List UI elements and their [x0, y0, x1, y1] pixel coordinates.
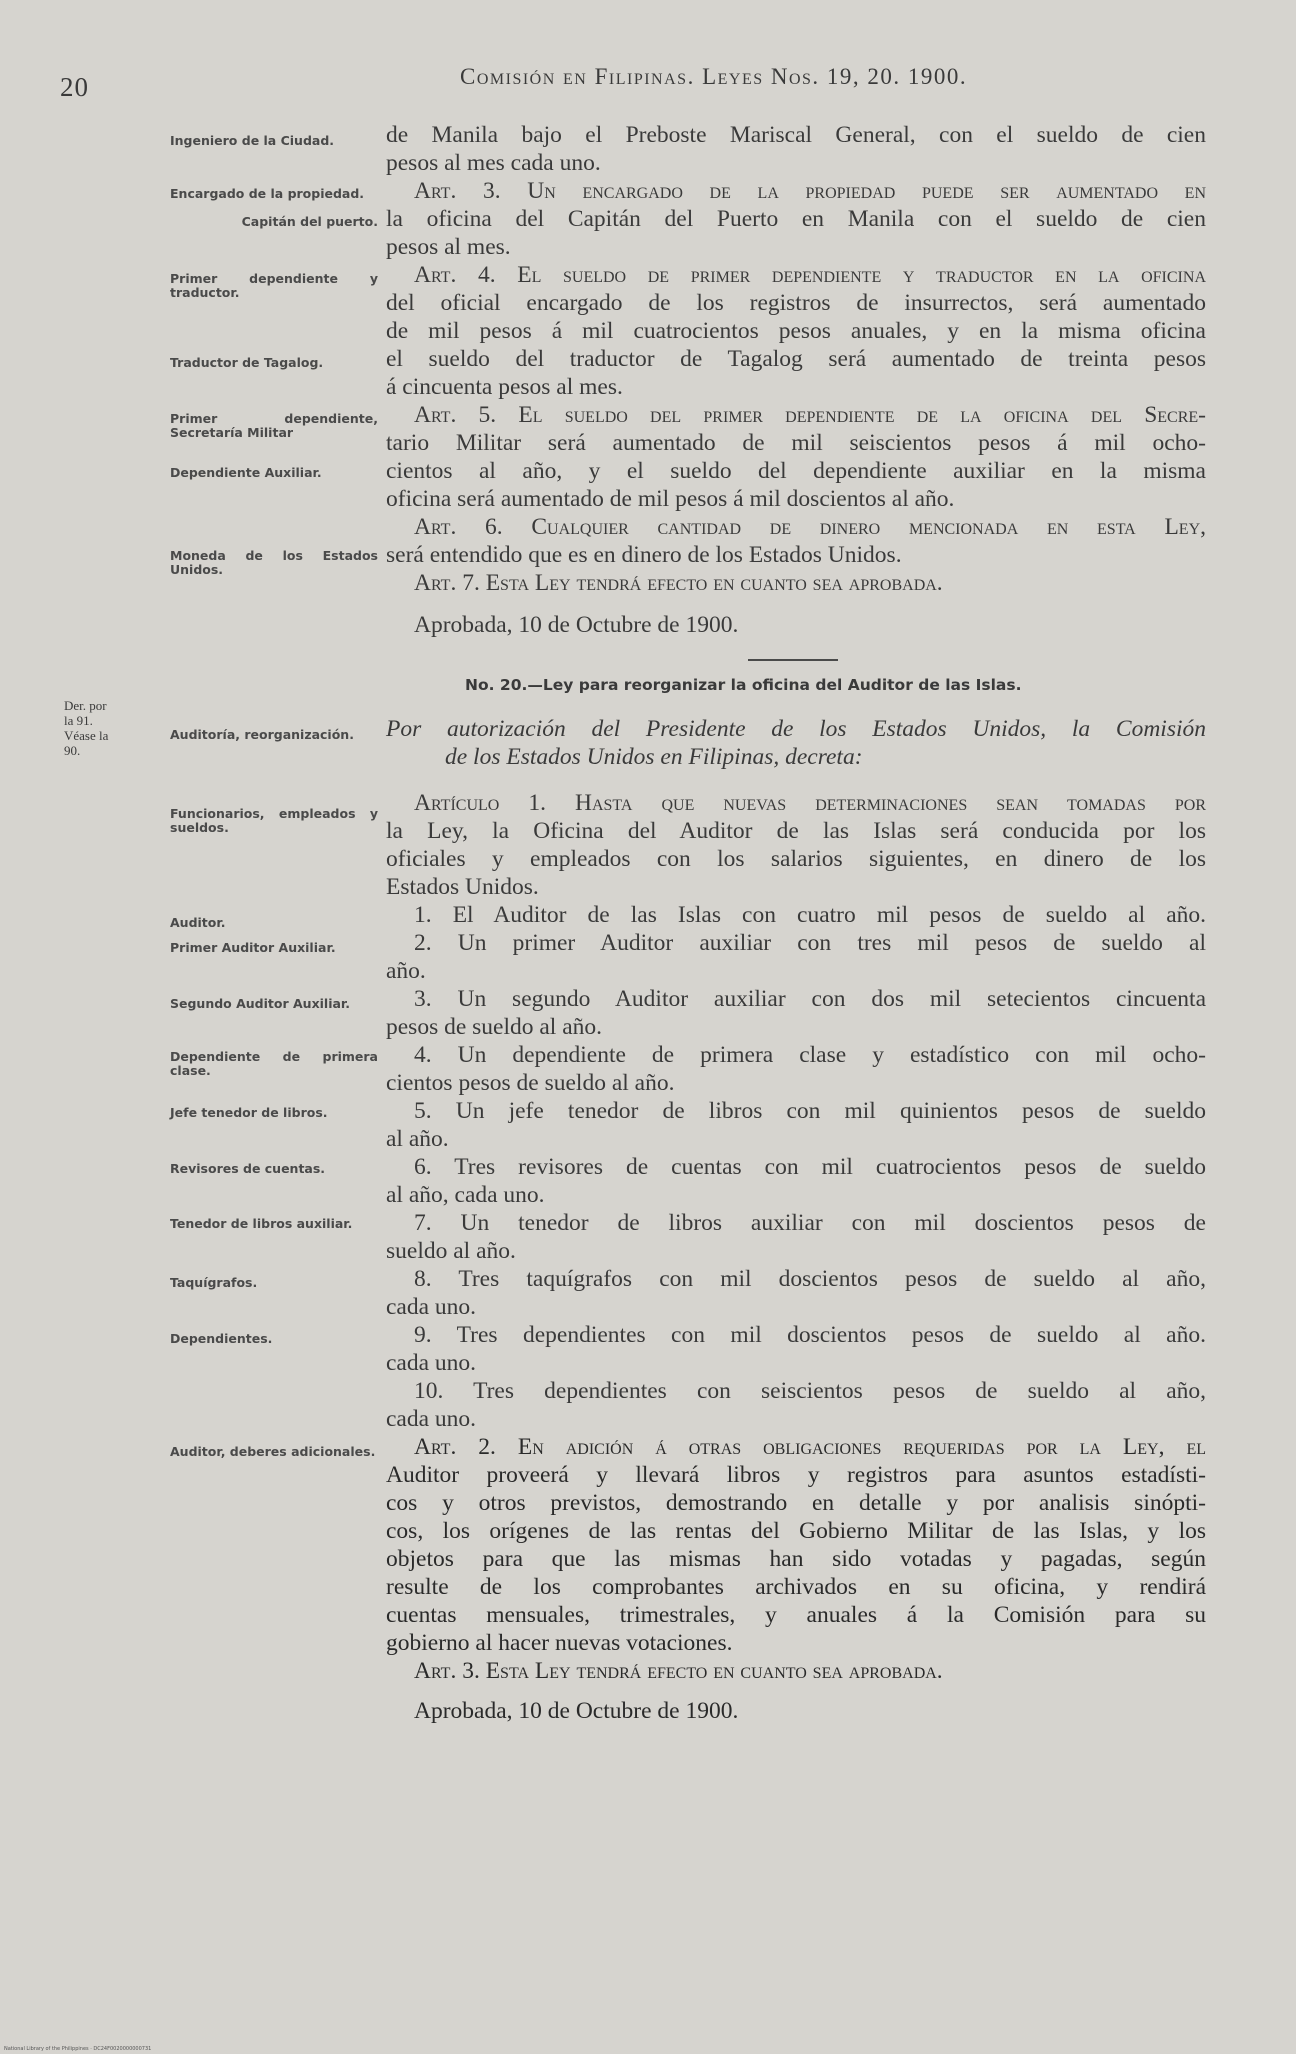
law19-line: Art. 3. Un encargado de la propiedad puede ser aumentado en	[414, 178, 1206, 204]
margin-note: Auditoría, reorganización.	[170, 727, 354, 742]
law20-line: 9. Tres dependientes con mil doscientos pesos de sueldo al año.	[414, 1322, 1206, 1348]
margin-note: Ingeniero de la Ciudad.	[170, 133, 335, 148]
margin-note: Segundo Auditor Auxiliar.	[170, 996, 351, 1011]
law20-line: 3. Un segundo Auditor auxiliar con dos mil setecientos cincuenta	[414, 986, 1206, 1012]
law20-line: 7. Un tenedor de libros auxiliar con mil doscientos pesos de	[414, 1210, 1206, 1236]
law20-line: al año, cada uno.	[386, 1182, 545, 1208]
law19-line: á cincuenta pesos al mes.	[386, 374, 623, 400]
law19-line: del oficial encargado de los registros de insurrectos, será aumentado	[386, 290, 1206, 316]
law20-line: cos y otros previstos, demostrando en detalle y por analisis sinópti-	[386, 1490, 1206, 1516]
law20-line: 8. Tres taquígrafos con mil doscientos pesos de sueldo al año,	[414, 1266, 1206, 1292]
law19-line: será entendido que es en dinero de los Estados Unidos.	[386, 542, 902, 568]
law20-line: Auditor proveerá y llevará libros y registros para asuntos estadísti-	[386, 1462, 1206, 1488]
law19-line: de Manila bajo el Preboste Mariscal General, con el sueldo de cien	[386, 122, 1206, 148]
law20-line: oficiales y empleados con los salarios siguientes, en dinero de los	[386, 846, 1206, 872]
law20-line: resulte de los comprobantes archivados en su oficina, y rendirá	[386, 1574, 1206, 1600]
law20-line: la Ley, la Oficina del Auditor de las Islas será conducida por los	[386, 818, 1206, 844]
law19-line: Art. 7. Esta Ley tendrá efecto en cuanto sea aprobada.	[414, 570, 943, 596]
margin-note: Auditor.	[170, 915, 226, 930]
law19-line: la oficina del Capitán del Puerto en Manila con el sueldo de cien	[386, 206, 1206, 232]
law20-approved: Aprobada, 10 de Octubre de 1900.	[414, 1698, 739, 1724]
law20-line: año.	[386, 958, 426, 984]
law20-title: No. 20.—Ley para reorganizar la oficina del Auditor de las Islas.	[465, 676, 1022, 694]
law19-line: Art. 6. Cualquier cantidad de dinero mencionada en esta Ley,	[414, 514, 1207, 540]
law20-line: pesos de sueldo al año.	[386, 1014, 603, 1040]
margin-note: Taquígrafos.	[170, 1275, 258, 1290]
law20-line: Art. 3. Esta Ley tendrá efecto en cuanto sea aprobada.	[414, 1658, 943, 1684]
running-header: Comisión en Filipinas. Leyes Nos. 19, 20. 1900.	[460, 64, 968, 89]
law20-line: sueldo al año.	[386, 1238, 516, 1264]
cross-ref: Véase la	[64, 728, 109, 743]
law20-line: cos, los orígenes de las rentas del Gobierno Militar de las Islas, y los	[386, 1518, 1206, 1544]
margin-note: Moneda de los Estados Unidos.	[170, 548, 378, 577]
law20-line: 6. Tres revisores de cuentas con mil cuatrocientos pesos de sueldo	[414, 1154, 1206, 1180]
margin-note: Auditor, deberes adicionales.	[170, 1444, 376, 1459]
law20-line: 5. Un jefe tenedor de libros con mil quinientos pesos de sueldo	[414, 1098, 1206, 1124]
law20-line: Art. 2. En adición á otras obligaciones requeridas por la Ley, el	[414, 1434, 1206, 1460]
law20-line: cientos pesos de sueldo al año.	[386, 1070, 675, 1096]
cross-ref: 90.	[64, 743, 81, 758]
section-separator	[748, 659, 838, 661]
law20-line: 1. El Auditor de las Islas con cuatro mil pesos de sueldo al año.	[414, 902, 1206, 928]
law20-line: cada uno.	[386, 1294, 477, 1320]
law19-line: pesos al mes.	[386, 234, 511, 260]
margin-note: Capitán del puerto.	[241, 214, 378, 229]
law19-line: Art. 5. El sueldo del primer dependiente de la oficina del Secre-	[414, 402, 1206, 428]
law20-line: Artículo 1. Hasta que nuevas determinaciones sean tomadas por	[414, 790, 1206, 816]
law20-line: 10. Tres dependientes con seiscientos pesos de sueldo al año,	[414, 1378, 1206, 1404]
margin-note: Encargado de la propiedad.	[170, 186, 365, 201]
cross-ref: Der. por	[64, 698, 107, 713]
margin-note: Traductor de Tagalog.	[170, 355, 324, 370]
margin-note: Dependiente Auxiliar.	[170, 465, 322, 480]
margin-note: Jefe tenedor de libros.	[170, 1105, 328, 1120]
law20-line: gobierno al hacer nuevas votaciones.	[386, 1630, 733, 1656]
law19-line: Art. 4. El sueldo de primer dependiente y traductor en la oficina	[414, 262, 1206, 288]
margin-note: Primer dependiente, Secretaría Militar	[170, 411, 378, 440]
scan-footer: National Library of the Philippines · DC24F0020000000731	[4, 2046, 152, 2052]
law20-line: cuentas mensuales, trimestrales, y anuales á la Comisión para su	[386, 1602, 1206, 1628]
margin-note: Primer dependiente y traductor.	[170, 271, 378, 300]
law20-line: al año.	[386, 1126, 449, 1152]
margin-note: Dependiente de primera clase.	[170, 1049, 378, 1078]
law19-line: el sueldo del traductor de Tagalog será aumentado de treinta pesos	[386, 346, 1206, 372]
law20-line: cada uno.	[386, 1406, 477, 1432]
cross-ref: la 91.	[64, 713, 93, 728]
law20-line: Estados Unidos.	[386, 874, 539, 900]
law19-line: de mil pesos á mil cuatrocientos pesos anuales, y en la misma oficina	[386, 318, 1206, 344]
law20-line: cada uno.	[386, 1350, 477, 1376]
law20-line: objetos para que las mismas han sido votadas y pagadas, según	[386, 1546, 1206, 1572]
margin-note: Funcionarios, empleados y sueldos.	[170, 806, 378, 835]
law19-line: cientos al año, y el sueldo del dependiente auxiliar en la misma	[386, 458, 1206, 484]
margin-note: Tenedor de libros auxiliar.	[170, 1216, 353, 1231]
law20-line: 2. Un primer Auditor auxiliar con tres mil pesos de sueldo al	[414, 930, 1206, 956]
law19-line: oficina será aumentado de mil pesos á mil doscientos al año.	[386, 486, 955, 512]
margin-note: Dependientes.	[170, 1331, 273, 1346]
margin-note: Primer Auditor Auxiliar.	[170, 940, 336, 955]
law19-approved: Aprobada, 10 de Octubre de 1900.	[414, 612, 739, 638]
law19-line: tario Militar será aumentado de mil seiscientos pesos á mil ocho-	[386, 430, 1206, 456]
page-number: 20	[60, 72, 89, 102]
margin-note: Revisores de cuentas.	[170, 1161, 326, 1176]
law20-line: 4. Un dependiente de primera clase y estadístico con mil ocho-	[414, 1042, 1206, 1068]
law20-preamble: de los Estados Unidos en Filipinas, decreta:	[445, 744, 863, 770]
law20-preamble: Por autorización del Presidente de los Estados Unidos, la Comisión	[386, 716, 1206, 742]
law19-line: pesos al mes cada uno.	[386, 150, 601, 176]
